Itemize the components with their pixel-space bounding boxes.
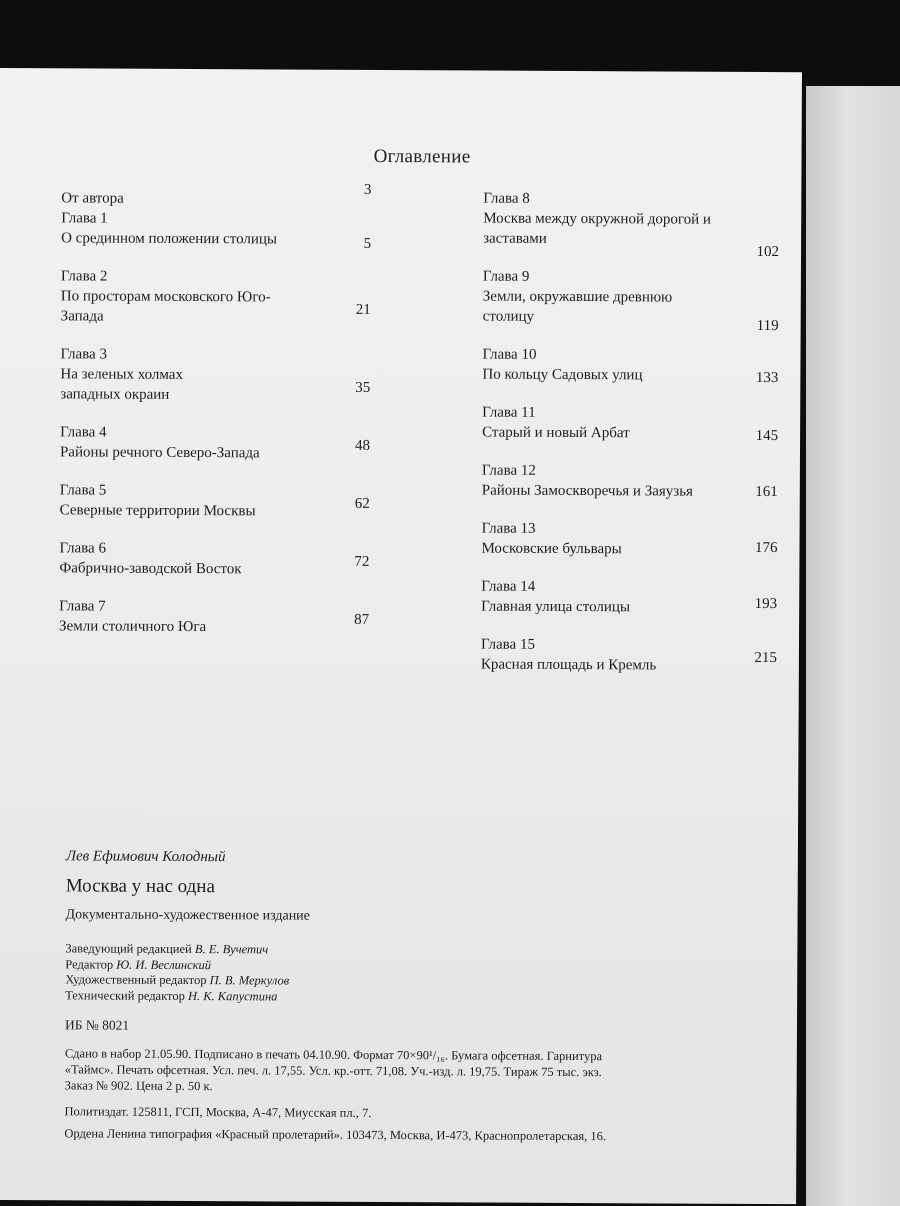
toc-page-number: 87: [354, 611, 370, 628]
toc-entry: [482, 345, 778, 387]
toc-entry: [60, 422, 370, 464]
toc-chapter-label: Глава 11: [482, 404, 536, 421]
toc-entry-title: Земли столичного Юга: [59, 618, 207, 636]
toc-entry: [481, 577, 777, 619]
toc-page-number: 72: [354, 553, 370, 570]
credit-line: [65, 988, 785, 1007]
credit-role: Художественный редактор: [65, 972, 210, 988]
toc-entry: [59, 596, 369, 638]
toc-page-number: 5: [363, 235, 372, 252]
toc-entry-title: О срединном положении столицы: [61, 230, 278, 248]
toc-entry: [481, 519, 777, 561]
toc-entry-title: От автора: [61, 190, 124, 207]
toc-entry-title: Красная площадь и Кремль: [480, 656, 657, 674]
toc-chapter-label: Глава 4: [60, 424, 107, 441]
toc-entry-title: Земли, окружавшие древнюю столицу: [482, 288, 673, 325]
toc-entry: [60, 480, 370, 522]
toc-entry: [59, 538, 369, 580]
credit-person: В. Е. Вучетич: [194, 942, 269, 957]
toc-chapter-label: Глава 8: [483, 190, 530, 207]
toc-chapter-label: Глава 12: [481, 462, 536, 479]
credit-role: Редактор: [65, 956, 117, 972]
toc-entry-title: Фабрично-заводской Восток: [59, 560, 242, 578]
toc-entry: [61, 181, 372, 210]
credit-person: Н. К. Капустина: [187, 988, 278, 1003]
toc-page-number: 133: [755, 369, 779, 387]
toc-page-number: 215: [754, 649, 777, 667]
toc-entry: [482, 267, 779, 335]
toc-chapter-label: Глава 2: [60, 268, 108, 285]
toc-page-number: 35: [355, 379, 371, 396]
toc-page-number: 62: [354, 495, 370, 512]
toc-right-column: [481, 189, 780, 695]
toc-entry-title: Северные территории Москвы: [59, 502, 256, 520]
ib-number: ИБ № 8021: [64, 1017, 130, 1033]
toc-entry-title: Главная улица столицы: [481, 598, 631, 616]
credit-person: Ю. И. Веслинский: [116, 957, 212, 972]
toc-entry-title: По просторам московского Юго-Запада: [60, 288, 271, 325]
toc-left-column: [59, 181, 372, 656]
toc-entry-title: Московские бульвары: [481, 540, 622, 558]
toc-entry: [61, 266, 371, 328]
publication-data: [65, 1045, 785, 1097]
toc-page-number: 3: [363, 181, 372, 198]
toc-chapter-label: Глава 1: [61, 210, 108, 227]
toc-entry: [482, 403, 778, 445]
toc-entry-title: На зеленых холмах западных окраин: [60, 366, 184, 403]
toc-entry-title: Москва между окружной дорогой и заставами: [483, 210, 712, 247]
toc-chapter-label: Глава 10: [482, 346, 537, 363]
toc-page-number: 21: [355, 301, 371, 318]
toc-entry: [481, 635, 777, 677]
toc-entry-title: Районы Замоскворечья и Заяузья: [481, 482, 694, 500]
toc-page-number: 119: [756, 317, 779, 335]
toc-entry: [483, 189, 780, 261]
book-subtitle: Документально-художественное издание: [65, 907, 310, 924]
toc-page-number: 48: [354, 437, 371, 454]
toc-chapter-label: Глава 14: [481, 578, 536, 595]
adjacent-page-edge: [806, 86, 900, 1206]
toc-chapter-label: Глава 9: [482, 268, 530, 285]
toc-chapter-label: Глава 3: [60, 346, 108, 363]
toc-entry-title: Старый и новый Арбат: [482, 424, 630, 442]
printer-address: Ордена Ленина типография «Красный пролетарий». 103473, Москва, И-473, Краснопролетарская, 16.: [64, 1126, 607, 1144]
credit-role: Технический редактор: [65, 987, 189, 1003]
toc-entry: [60, 344, 370, 406]
toc-chapter-label: Глава 7: [59, 598, 106, 615]
publication-line: Заказ № 902. Цена 2 р. 50 к.: [64, 1078, 213, 1094]
toc-page-number: 176: [754, 539, 778, 557]
credit-person: П. В. Меркулов: [209, 973, 290, 988]
toc-entry-title: Районы речного Северо-Запада: [59, 444, 260, 462]
imprint-block: [64, 848, 786, 1145]
toc-entry-title: По кольцу Садовых улиц: [482, 366, 643, 384]
author-name: Лев Ефимович Колодный: [65, 848, 226, 866]
toc-chapter-label: Глава 5: [59, 482, 107, 499]
toc-page-number: 193: [754, 595, 778, 613]
toc-title: Оглавление: [373, 145, 471, 168]
toc-entry: [61, 208, 371, 250]
toc-chapter-label: Глава 15: [480, 636, 536, 653]
publication-line: Сдано в набор 21.05.90. Подписано в печать 04.10.90. Формат 70×90¹/₁₆. Бумага офсетная. Гарнитура: [64, 1046, 603, 1064]
credits-list: [65, 941, 785, 1007]
toc-page-number: 102: [756, 243, 780, 261]
publication-line: «Таймс». Печать офсетная. Усл. печ. л. 17,55. Усл. кр.-отт. 71,08. Уч.-изд. л. 19,75. Тираж 75 тыс. экз.: [64, 1062, 602, 1080]
toc-page-number: 145: [755, 427, 779, 445]
book-page: [0, 68, 802, 1204]
toc-page-number: 161: [755, 483, 778, 501]
publisher-address: Политиздат. 125811, ГСП, Москва, А-47, Миусская пл., 7.: [64, 1104, 372, 1120]
credit-role: Заведующий редакцией: [65, 941, 195, 957]
book-title: Москва у нас одна: [65, 875, 215, 898]
toc-entry: [482, 461, 778, 503]
toc-chapter-label: Глава 6: [59, 540, 107, 557]
toc-chapter-label: Глава 13: [481, 520, 536, 537]
